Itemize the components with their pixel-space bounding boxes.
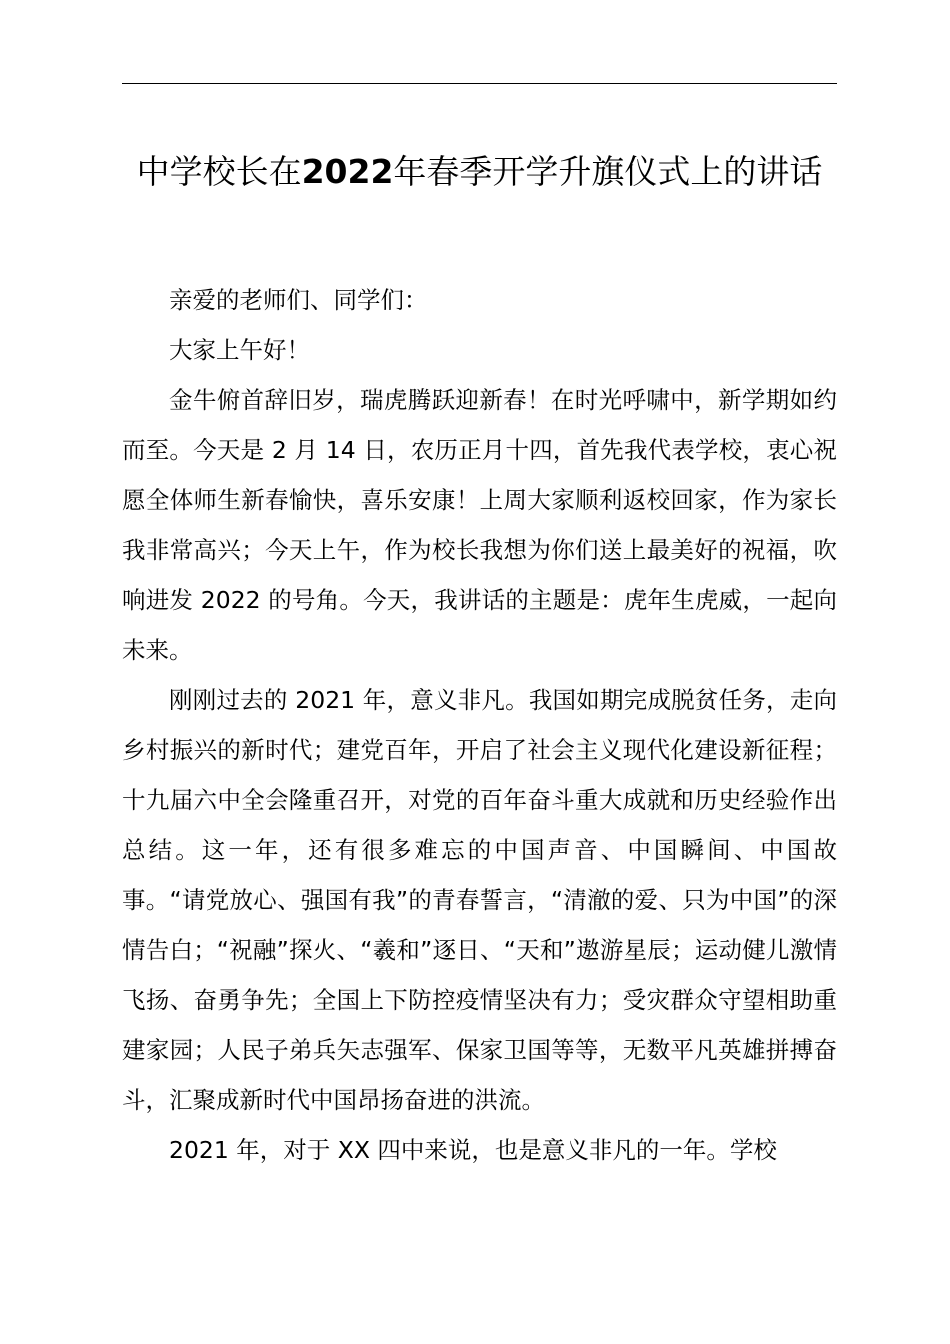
salutation: 亲爱的老师们、同学们： xyxy=(169,286,428,314)
paragraph-school-2021: 2021 年，对于 XX 四中来说，也是意义非凡的一年。学校 xyxy=(169,1136,777,1164)
header-rule xyxy=(122,83,837,84)
greeting: 大家上午好！ xyxy=(169,336,310,364)
title-prefix: 中学校长在 xyxy=(136,152,302,191)
speech-body xyxy=(122,275,837,1175)
document-title xyxy=(122,148,837,196)
paragraph-2021-review: 刚刚过去的 2021 年，意义非凡。我国如期完成脱贫任务，走向乡村振兴的新时代；建党百年，开启了社会主义现代化建设新征程；十九届六中全会隆重召开，对党的百年奋斗重大成就和历史经验作出总结。这一年，还有很多难忘的中国声音、中国瞬间、中国故事。“请党放心、强国有我”的青春誓言，“清澈的爱、只为中国”的深情告白；“祝融”探火、“羲和”逐日、“天和”遨游星辰；运动健儿激情飞扬、奋勇争先；全国上下防控疫情坚决有力；受灾群众守望相助重建家园；人民子弟兵矢志强军、保家卫国等等，无数平凡英雄拼搏奋斗，汇聚成新时代中国昂扬奋进的洪流。 xyxy=(122,686,837,1114)
paragraph-new-semester: 金牛俯首辞旧岁，瑞虎腾跃迎新春！在时光呼啸中，新学期如约而至。今天是 2 月 14 日，农历正月十四，首先我代表学校，衷心祝愿全体师生新春愉快，喜乐安康！上周大家顺利返校回家，作为家长我非常高兴；今天上午，作为校长我想为你们送上最美好的祝福，吹响进发 2022 的号角。今天，我讲话的主题是：虎年生虎威，一起向未来。 xyxy=(122,386,837,664)
title-suffix: 年春季开学升旗仪式上的讲话 xyxy=(393,152,823,191)
title-year: 2022 xyxy=(301,152,394,191)
